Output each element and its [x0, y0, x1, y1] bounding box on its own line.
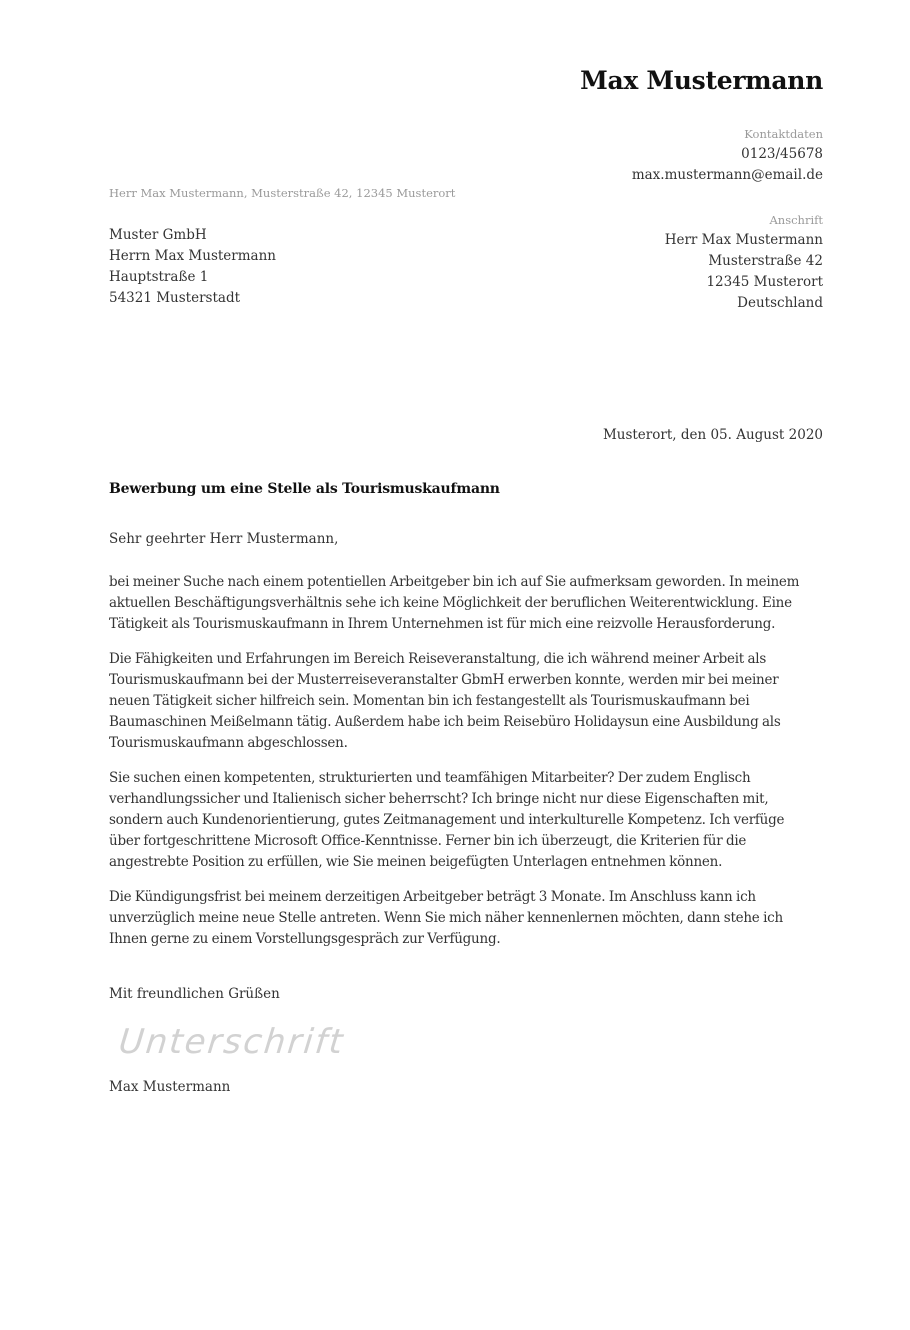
signed-name: Max Mustermann — [109, 1079, 231, 1095]
contact-label: Kontaktdaten — [744, 127, 823, 141]
letter-body — [109, 572, 801, 964]
body-paragraph: Die Kündigungsfrist bei meinem derzeitigen Arbeitgeber beträgt 3 Monate. Im Anschluss kann ich unverzüglich meine neue Stelle antreten. Wenn Sie mich näher kennenlernen möchten, dann stehe ich Ihnen gerne zu einem Vorstellungsgespräch zur Verfügung. — [109, 889, 783, 947]
closing-phrase: Mit freundlichen Grüßen — [109, 986, 280, 1002]
applicant-name: Max Mustermann — [580, 66, 823, 95]
recipient-line: Hauptstraße 1 — [109, 269, 209, 285]
recipient-line: Herrn Max Mustermann — [109, 248, 276, 264]
letter-date: Musterort, den 05. August 2020 — [602, 427, 823, 443]
contact-phone: 0123/45678 — [741, 146, 823, 162]
signature-placeholder: Unterschrift — [116, 1022, 347, 1062]
recipient-block — [109, 225, 276, 309]
letter-subject: Bewerbung um eine Stelle als Tourismuskaufmann — [109, 481, 500, 497]
sender-return-address: Herr Max Mustermann, Musterstraße 42, 12345 Musterort — [109, 186, 456, 200]
address-label: Anschrift — [769, 213, 823, 227]
recipient-line: 54321 Musterstadt — [109, 290, 241, 306]
body-paragraph: Sie suchen einen kompetenten, strukturierten und teamfähigen Mitarbeiter? Der zudem Englisch verhandlungssicher und Italienisch sicher beherrscht? Ich bringe nicht nur diese Eigenschaften mit, sondern auch Kundenorientierung, gutes Zeitmanagement und interkulturelle Kompetenz. Ich verfüge über fortgeschrittene Microsoft Office-Kenntnisse. Ferner bin ich überzeugt, die Kriterien für die angestrebte Position zu erfüllen, wie Sie meinen beigefügten Unterlagen entnehmen können. — [109, 770, 785, 870]
contact-block — [632, 125, 823, 186]
recipient-line: Muster GmbH — [109, 227, 207, 243]
address-block — [665, 211, 823, 314]
address-line: 12345 Musterort — [706, 274, 823, 290]
address-line: Musterstraße 42 — [708, 253, 823, 269]
address-line: Herr Max Mustermann — [664, 232, 823, 248]
salutation: Sehr geehrter Herr Mustermann, — [109, 531, 339, 547]
body-paragraph: bei meiner Suche nach einem potentiellen Arbeitgeber bin ich auf Sie aufmerksam geworden. In meinem aktuellen Beschäftigungsverhältnis sehe ich keine Möglichkeit der beruflichen Weiterentwicklung. Eine Tätigkeit als Tourismuskaufmann in Ihrem Unternehmen ist für mich eine reizvolle Herausforderung. — [109, 574, 800, 632]
body-paragraph: Die Fähigkeiten und Erfahrungen im Bereich Reiseveranstaltung, die ich während meiner Arbeit als Tourismuskaufmann bei der Musterreiseveranstalter GbmH erwerben konnte, werden mir bei meiner neuen Tätigkeit sicher hilfreich sein. Momentan bin ich festangestellt als Tourismuskaufmann bei Baumaschinen Meißelmann tätig. Außerdem habe ich beim Reisebüro Holidaysun eine Ausbildung als Tourismuskaufmann abgeschlossen. — [109, 651, 781, 751]
address-line: Deutschland — [737, 295, 823, 311]
contact-email: max.mustermann@email.de — [631, 167, 823, 183]
